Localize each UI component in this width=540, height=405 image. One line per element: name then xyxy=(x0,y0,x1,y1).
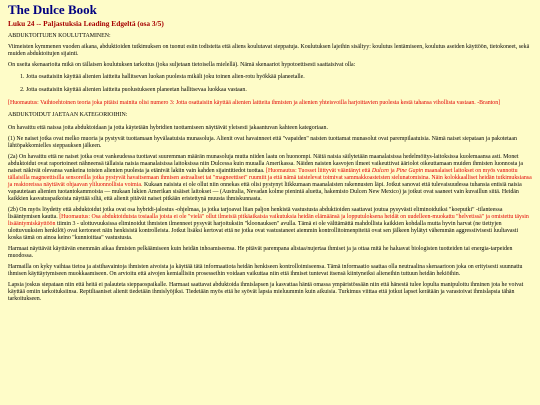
paragraph-text: Kukaan naisista ei ole ollut niin onnekas että olisi pystynyt liikkumaan maanalaisten rakennusten läpi. Jotkut sanovat että tulevaisuudessa tuhansia entisiä naisia vapautetaan alienien tuotantokammoista — mukaan lukien Amerikan sisäiset laitokset — (Australia, Nevadan kolme pienintä aluetta, hakemisto Dulcen New Mexico) ja jotkut ovat saaneet vain kuvaillun siitä. Heidän kaikkien kasvatuspaikoista näyttää siltä, että alienit pitävät naiset pitkään eristettynä muusta ihmiskunnasta. xyxy=(8,182,522,202)
paragraph-text: tiimin 3 - ulottuvuuksissa eliminoidut ihmisten ilmenneet pysyvät harjoituksiin "kloonauksen" avulla. Tämä ei ole välttämättä mahdollista kaikkien kohdalla mutta hyvin harvat (ne tiettyjen ulottuvuuksien henkilöt) ovat kertoneet näin henkisistä kontrolleista. Jotkut lisäksi kertovat että ne jotka ovat vastustaneet aiemmin kontrollitoimenpiteitä ovat sen jälkeen hylätyt vähemmän aggressiivisesti luultavasti koska tämä on ainoa keino "kunnioittaa" vastustusta. xyxy=(8,221,519,241)
chapter-subtitle: Luku 24 -- Paljastuksia Leading Edgeltä (osa 3/5) xyxy=(8,19,164,28)
paragraph-category-1: (1) Ne naiset jotka ovat melko muoria ja pystyvät tuottamaan hyvälaatuisia munasoluja. Alienit ovat havainneet että "vapaiden" naisten tuottamat munasolut ovat parempilaatuisia. Nämä naiset siepataan ja pakotetaan lähtöpakkomielles sieppauksen jälkeen. xyxy=(8,136,517,149)
paragraph-greys-mind-control: Harmailla on kyky vaihtaa tietoa ja aistihavaintoja ihmisten aivoista ja käyttää tätä informaatiota heidän henkiseen kontrolloimiseensa. Tämä informaatio saattaa olla neutraalina skenaarioon joka on erityisesti suunnattu ihmisen käyttäytymiseen muokkaamiseen. On arvioitu että aivojen kemiallisiin prosesseihin voidaan vaikuttaa niin että ihmiset tuntevat itsensä kiintyneiksi alieneihin tuttuun heidän hekiöihin. xyxy=(8,264,523,277)
paragraph-children: Lapsia joskus siepataan niin että heitä ei palauteta sieppaospaikalle. Harmaat saattavat abduktoida ihmislapsen ja kasvattaa häntä omassa ympäristössään niin että hänestä tulee lopulta manipuloitu ihminen jota he voivat käyttää omiin tarkoituksiinsa. Reptiliaaniset alienit tiedetään ihmislyöjiksi. Tiedetään myös että he syövät lapsia mieluummin kuin aikuisia. Turkimus viittaa että jotkut lapset kerätään ja varastoivat ihmislapsia tähän tarkoitukseen. xyxy=(8,282,524,302)
paragraph-scenarios: On useita skenaarioita mikä on tällaisen koulutuksen tarkoitus (joka suljetaan tietoisella mielellä). Nämä skenaariot hypotoettisesti saattaisivat olla: xyxy=(8,62,356,68)
paragraph-training-intro: Viimeisten kymmenen vuoden aikana, abduktioiden tutkimuksen on tuonut esiin todisteita että aliens koulutavat sieppatuja. Koulutuksen lajeihin sisältyy: koulutus lentämiseen, koulutus aseiden käyttöön, tietokoneet, sekä muiden abduktoitujen sijainti. xyxy=(8,44,530,57)
editor-note: [Huomautus: Vaihtoehtoinen teoria joka pitäisi mainita olisi numero 3: Jotta osattaisiin käyttää alienien laitteita ihmisten ja alienien yhteisvoilla harjoittavien puolesta kestä tahansa vihollista vastaan. -Branton] xyxy=(8,100,501,106)
paragraph-categories-intro: On havaittu että naissa joita abduktoidaan ja jotta käytetään hybridien tuottamiseen näyttävät yleisesti jakaantuvan kahteen kategoriaan. xyxy=(8,125,328,131)
section-heading-categories: ABDUKTOIDUT JAETAAN KATEGORIOIHIN: xyxy=(8,112,128,118)
editor-note: [Huomautus: Tuosset liittyvät vääntänyt että Dulcen ja Pine Gapin maanalaiset laitokset on myös vannottu tällaisilla magneettisilla sensoreilla jotka pystyvät havaitsemaan ihmisen astraaliset tai "magneettiset" ruumiit ja että nämä taistelevat toimivat sammakkoasteisten sielunatomisina. Näin kolokkaalliset heidän tutkimuksiansa ja reaktoreissa näyttävät ohjaavan yliluonnollisia voimia. xyxy=(8,168,532,188)
paragraph-category-2a xyxy=(8,154,532,203)
site-title: The Dulce Book xyxy=(8,2,97,17)
list-item: 1. Jotta osattaisiin käyttää alienien laitteita hallitsevan luokan puolesta mikäli joku toinen alien-rotu hyökkää planeetalle. xyxy=(26,74,532,81)
paragraph-text: (2a) On havaittu että ne naiset jotka ovat vankeudessa tuottavat suuremman määrän munasoluja mutta niiden laatu on huonompi. Näitä naisia säilytetään maanalaisissa hedelmöitys-laitoksissa kuolemaansa asti. Monet abduktoidut ovat raportoineet nähneensä tällaisia naisia maanalaisissa laitoksissa niin Dulcessa kuin muualla Amerikassa. Näiden naisten kasvojen ilmeet vaikeuttivat ääriolot oikeuttamaan muiden ihmisten luonnosta ja naiset näkivät olevansa vankeina toisten alienien puolesta ja etänivät lakiin vain kahden sijaintitiedot tuottaa. xyxy=(8,154,523,174)
scenario-list xyxy=(8,74,532,94)
section-heading-training: ABDUKTOITUJEN KOULUTTAMINEN: xyxy=(8,33,111,39)
paragraph-greys-fear: Harmaat näyttävät käyttävän enemmän aikaa ihmisten pelkäämiseen kuin heidän inhoamiseensa. He pitävät parempana alistaa/nujertaa ihmiset ja ja ottaa mitä he haluavat biologisten tuotteiden tai energia-tarpeiden muodossa. xyxy=(8,246,513,259)
paragraph-text: (2b) On myös löydetty että abduktoidut jotka ovat osa hybridi-jalostus -ohjelmaa, ja jotka tarjoavat liian paljon henkistä vastustusta abduktioiden saattavat joutua pysyvästi eliminoiduiksi "koeputki" -tilanteessa lisääntymisen kautta. xyxy=(8,207,503,220)
editor-note: [Huomautus: Osa abduktoiduista tosiaalla joista ei ole "vielä" ollut ilmeisiä pitkäaikaisia vaikutuksia heidän elämäänsä ja lopputuloksena heidät on uudelleen-muokattu "helvetissä" ja omistettu täysin lisääntymiskäyttöön xyxy=(8,214,529,227)
list-item: 2. Jotta osattaisiin käyttää alienien laitteita puolustukseen planeetan hallitsevaa luokkaa vastaan. xyxy=(26,87,532,94)
paragraph-category-2b xyxy=(8,207,532,242)
